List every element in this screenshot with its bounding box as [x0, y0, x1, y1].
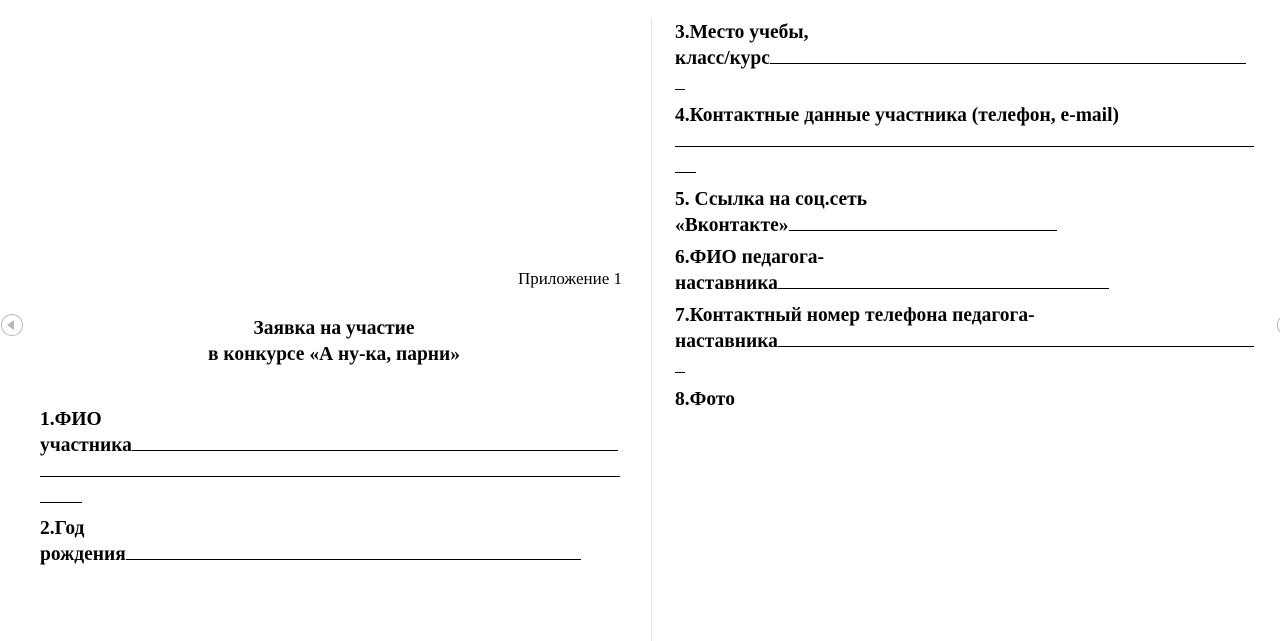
fio-input-line-3-row: [40, 485, 82, 511]
vk-label-continued: [675, 213, 1057, 239]
fio-label-word: участника: [40, 435, 132, 456]
fio-input-line[interactable]: [132, 449, 618, 451]
study-label: 3.Место учебы,: [675, 22, 809, 43]
fio-input-line-2-row: [40, 459, 620, 485]
fio-input-line-2[interactable]: [40, 475, 620, 477]
mentor-label: 6.ФИО педагога-: [675, 247, 825, 268]
mentor-phone-label-continued: [675, 329, 1254, 355]
photo-label: 8.Фото: [675, 389, 735, 410]
study-input-line-2[interactable]: [675, 88, 685, 90]
chevron-left-circle-icon[interactable]: [1, 314, 23, 336]
contacts-input-line-2-row: [675, 155, 696, 181]
study-label-word: класс/курс: [675, 48, 770, 69]
vk-label-word: «Вконтакте»: [675, 215, 789, 236]
mentor-label-continued: [675, 271, 1109, 297]
document-page-right: [652, 0, 1280, 641]
birth-label-continued: [40, 542, 581, 568]
contacts-input-line-2[interactable]: [675, 171, 696, 173]
fio-label: 1.ФИО: [40, 409, 102, 430]
mentor-phone-input-line-2-row: [675, 355, 685, 381]
contacts-input-line[interactable]: [675, 145, 1254, 147]
study-input-line[interactable]: [770, 62, 1246, 64]
form-subtitle: в конкурсе «А ну-ка, парни»: [207, 344, 461, 365]
contacts-label: 4.Контактные данные участника (телефон, e-mail): [675, 105, 1120, 126]
mentor-phone-label-word: наставника: [675, 331, 778, 352]
mentor-phone-input-line[interactable]: [778, 345, 1254, 347]
contacts-input-line-row: [675, 129, 1254, 155]
birth-input-line[interactable]: [126, 558, 581, 560]
form-title: Заявка на участие: [253, 318, 415, 339]
vk-label: 5. Ссылка на соц.сеть: [675, 189, 868, 210]
appendix-label: Приложение 1: [518, 269, 622, 288]
mentor-input-line[interactable]: [778, 287, 1109, 289]
fio-input-line-3[interactable]: [40, 501, 82, 503]
study-input-line-2-row: [675, 72, 685, 98]
birth-label: 2.Год: [40, 518, 85, 539]
study-label-continued: [675, 46, 1246, 72]
vk-input-line[interactable]: [789, 229, 1057, 231]
mentor-phone-label: 7.Контактный номер телефона педагога-: [675, 305, 1035, 326]
mentor-label-word: наставника: [675, 273, 778, 294]
fio-label-continued: [40, 433, 618, 459]
birth-label-word: рождения: [40, 544, 126, 565]
mentor-phone-input-line-2[interactable]: [675, 371, 685, 373]
